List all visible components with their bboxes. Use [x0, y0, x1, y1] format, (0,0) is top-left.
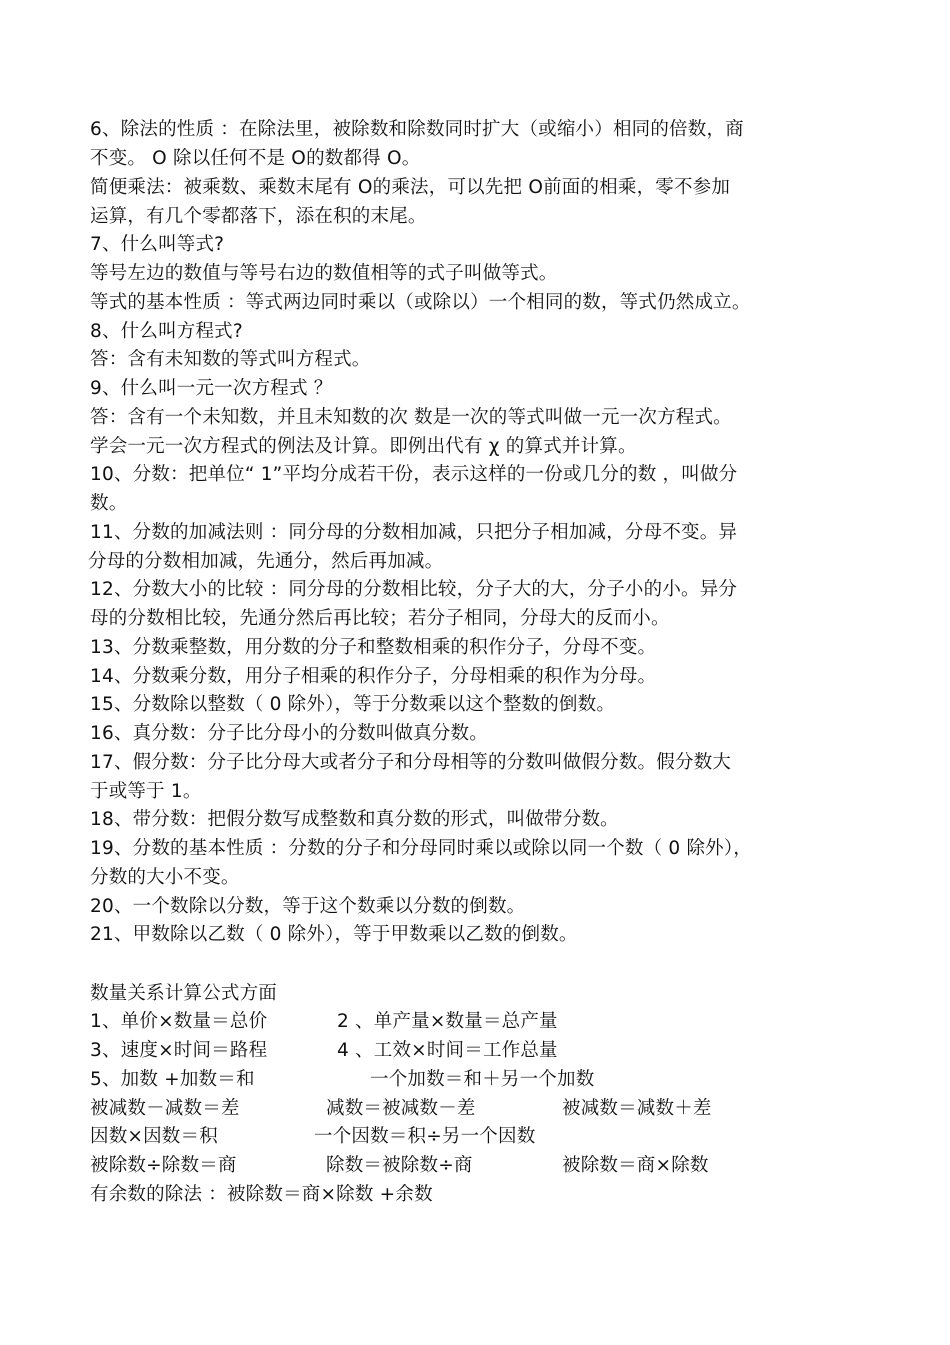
- text-line: 母的分数相比较，先通分然后再比较；若分子相同，分母大的反而小。: [90, 608, 670, 629]
- text-line: 答：含有未知数的等式叫方程式。: [90, 349, 371, 370]
- text-line: 分母的分数相加减，先通分，然后再加减。: [88, 551, 444, 572]
- text-line: 6、除法的性质 ：在除法里，被除数和除数同时扩大（或缩小）相同的倍数，商: [90, 119, 744, 140]
- text-line: 9、什么叫一元一次方程式 ？: [90, 378, 333, 399]
- formula-cell: 1、单价×数量＝总价: [90, 1011, 268, 1032]
- formula-cell: 被减数＝减数＋差: [562, 1098, 712, 1119]
- text-line: 12、分数大小的比较 ：同分母的分数相比较，分子大的大，分子小的小。异分: [90, 579, 738, 600]
- formula-cell: 有余数的除法 ：被除数＝商×除数 +余数: [90, 1184, 433, 1205]
- formula-cell: 2 、单产量×数量＝总产量: [337, 1011, 558, 1032]
- text-line: 14、分数乘分数，用分子相乘的积作分子，分母相乘的积作为分母。: [90, 666, 657, 687]
- formula-cell: 一个加数＝和＋另一个加数: [370, 1069, 595, 1090]
- text-line: 16、真分数：分子比分母小的分数叫做真分数。: [90, 723, 488, 744]
- text-line: 17、假分数：分子比分母大或者分子和分母相等的分数叫做假分数。假分数大: [90, 752, 732, 773]
- formula-cell: 4 、工效×时间＝工作总量: [337, 1040, 558, 1061]
- text-line: 20、一个数除以分数，等于这个数乘以分数的倒数。: [90, 896, 526, 917]
- text-line: 21、甲数除以乙数（ 0 除外），等于甲数乘以乙数的倒数。: [90, 924, 578, 945]
- text-line: 分数的大小不变。: [90, 867, 240, 888]
- text-line: 8、什么叫方程式?: [90, 321, 243, 342]
- text-line: 15、分数除以整数（ 0 除外），等于分数乘以这个整数的倒数。: [90, 694, 616, 715]
- formula-cell: 被减数－减数＝差: [90, 1098, 240, 1119]
- formula-cell: 被除数÷除数＝商: [90, 1155, 237, 1176]
- formula-cell: 因数×因数＝积: [90, 1126, 218, 1147]
- text-line: 18、带分数：把假分数写成整数和真分数的形式，叫做带分数。: [90, 809, 619, 830]
- text-line: 13、分数乘整数，用分数的分子和整数相乘的积作分子，分母不变。: [90, 637, 657, 658]
- text-line: 简便乘法：被乘数、乘数末尾有 O的乘法，可以先把 O前面的相乘，零不参加: [90, 177, 731, 198]
- text-line: 10、分数：把单位“ 1”平均分成若干份，表示这样的一份或几分的数 ，叫做分: [90, 464, 738, 485]
- formula-cell: 减数＝被减数－差: [326, 1098, 476, 1119]
- text-line: 等式的基本性质 ：等式两边同时乘以（或除以）一个相同的数，等式仍然成立。: [90, 292, 751, 313]
- section-title: 数量关系计算公式方面: [90, 983, 278, 1004]
- text-line: 等号左边的数值与等号右边的数值相等的式子叫做等式。: [90, 263, 558, 284]
- text-line: 于或等于 1。: [90, 781, 202, 802]
- formula-cell: 3、速度×时间＝路程: [90, 1040, 268, 1061]
- formula-cell: 一个因数＝积÷另一个因数: [314, 1126, 536, 1147]
- text-line: 不变。 O 除以任何不是 O的数都得 O。: [90, 148, 421, 169]
- formula-cell: 被除数＝商×除数: [562, 1155, 709, 1176]
- text-line: 11、分数的加减法则 ：同分母的分数相加减，只把分子相加减，分母不变。异: [90, 522, 738, 543]
- text-line: 学会一元一次方程式的例法及计算。即例出代有 χ 的算式并计算。: [90, 436, 637, 457]
- formula-cell: 除数＝被除数÷商: [326, 1155, 473, 1176]
- text-line: 数。: [90, 493, 128, 514]
- text-line: 19、分数的基本性质 ：分数的分子和分母同时乘以或除以同一个数（ 0 除外），: [90, 838, 753, 859]
- formula-cell: 5、加数 +加数＝和: [90, 1069, 255, 1090]
- text-line: 运算，有几个零都落下，添在积的末尾。: [90, 206, 427, 227]
- text-line: 答：含有一个未知数，并且未知数的次 数是一次的等式叫做一元一次方程式。: [90, 407, 732, 428]
- text-line: 7、什么叫等式?: [90, 234, 225, 255]
